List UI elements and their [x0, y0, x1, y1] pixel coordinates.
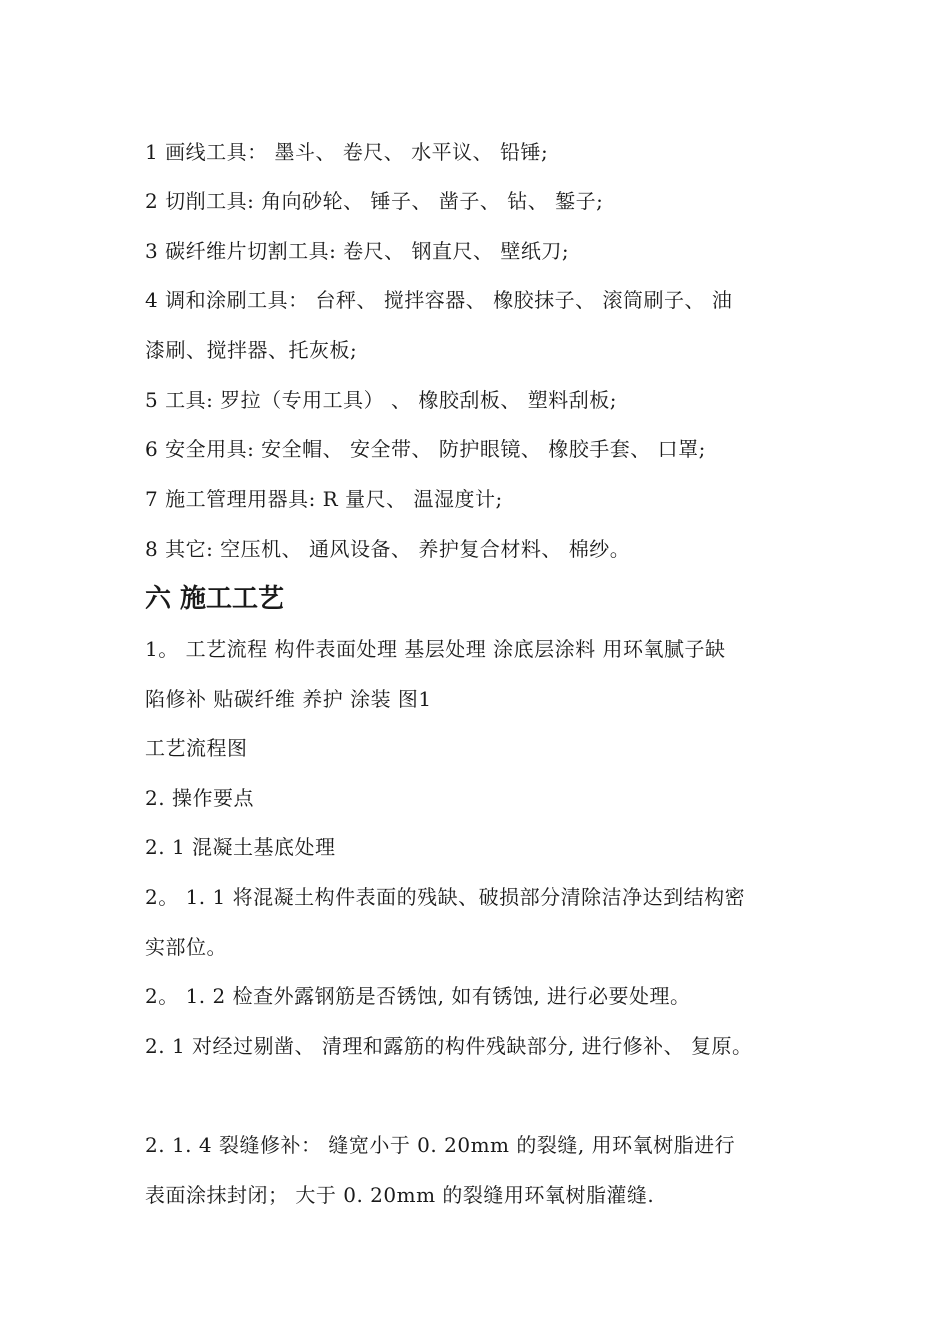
process-line-1: 1。 工艺流程 构件表面处理 基层处理 涂底层涂料 用环氧腻子缺: [145, 637, 726, 661]
tool-item-8: 8 其它: 空压机、 通风设备、 养护复合材料、 棉纱。: [145, 537, 631, 561]
tool-item-4: 4 调和涂刷工具： 台秤、 搅拌容器、 橡胶抹子、 滚筒刷子、 油: [145, 288, 733, 312]
process-line-6: 2。 1. 1 将混凝土构件表面的残缺、破损部分清除洁净达到结构密: [145, 885, 746, 909]
process-line-8: 2。 1. 2 检查外露钢筋是否锈蚀, 如有锈蚀, 进行必要处理。: [145, 984, 691, 1008]
tool-item-2: 2 切削工具: 角向砂轮、 锤子、 凿子、 钻、 錾子;: [145, 189, 604, 213]
process-line-7: 实部位。: [145, 935, 227, 959]
process-line-3: 工艺流程图: [145, 736, 248, 760]
process-line-4: 2. 操作要点: [145, 786, 254, 810]
process-line-9: 2. 1 对经过剔凿、 清理和露筋的构件残缺部分, 进行修补、 复原。: [145, 1034, 753, 1058]
section-heading: 六 施工工艺: [145, 584, 285, 614]
process-line-2: 陷修补 贴碳纤维 养护 涂装 图1: [145, 687, 432, 711]
tool-item-3: 3 碳纤维片切割工具: 卷尺、 钢直尺、 壁纸刀;: [145, 239, 570, 263]
process-line-10: 2. 1. 4 裂缝修补： 缝宽小于 0. 20mm 的裂缝, 用环氧树脂进行: [145, 1133, 736, 1157]
process-line-5: 2. 1 混凝土基底处理: [145, 835, 336, 859]
tool-item-4-cont: 漆刷、搅拌器、托灰板;: [145, 338, 358, 362]
process-line-11: 表面涂抹封闭； 大于 0. 20mm 的裂缝用环氧树脂灌缝.: [145, 1183, 655, 1207]
tool-item-6: 6 安全用具: 安全帽、 安全带、 防护眼镜、 橡胶手套、 口罩;: [145, 437, 706, 461]
tool-item-7: 7 施工管理用器具: R 量尺、 温湿度计;: [145, 487, 503, 511]
tool-item-1: 1 画线工具： 墨斗、 卷尺、 水平议、 铅锤;: [145, 140, 549, 164]
tool-item-5: 5 工具: 罗拉（专用工具） 、 橡胶刮板、 塑料刮板;: [145, 388, 617, 412]
